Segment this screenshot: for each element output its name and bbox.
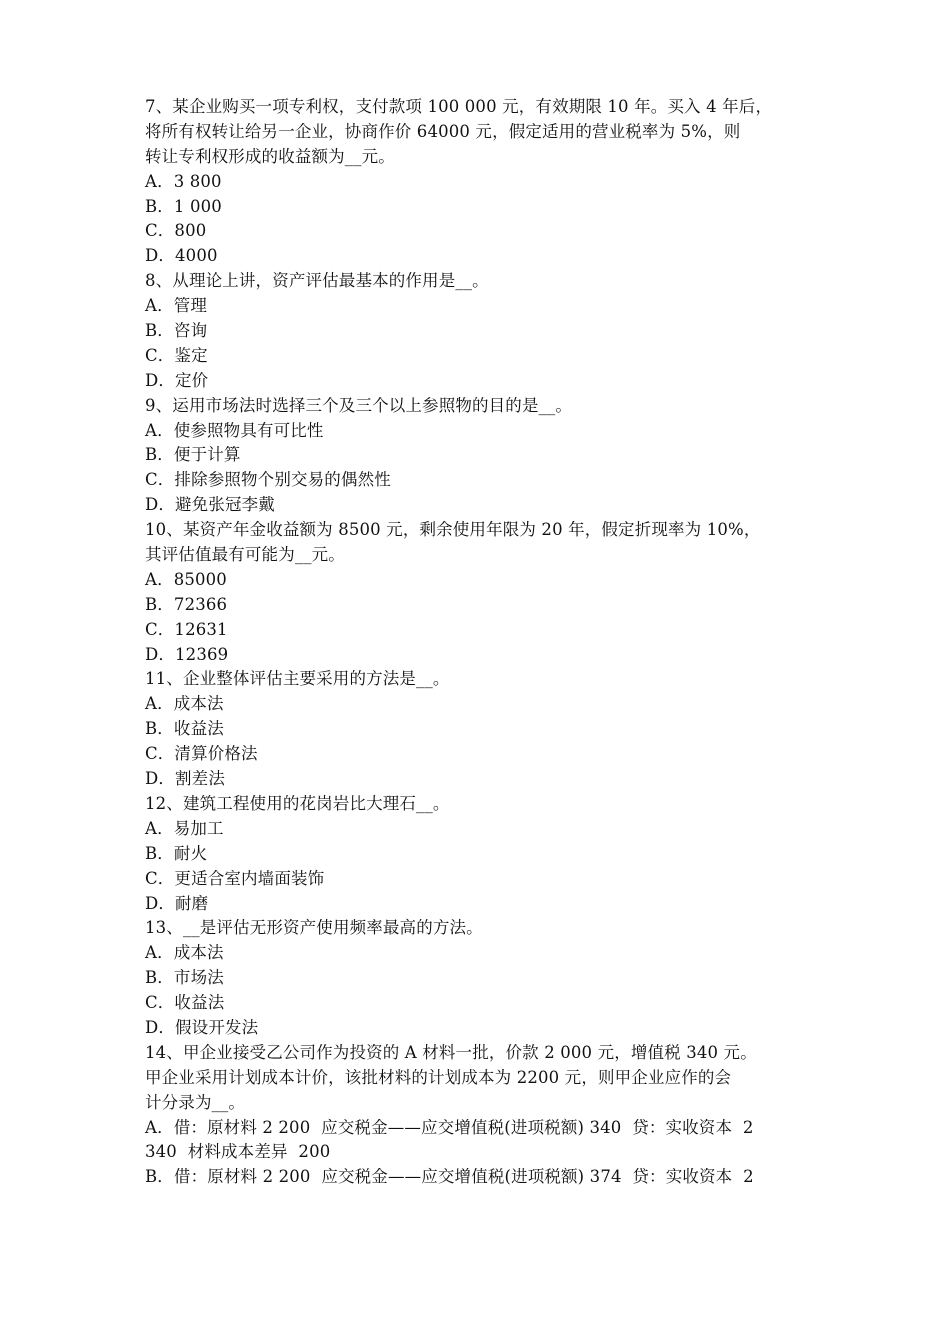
q14-option-b-line-1: B．借：原材料 2 200 应交税金——应交增值税(进项税额) 374 贷：实收资本 2 xyxy=(145,1167,754,1187)
q12-option-d: D．耐磨 xyxy=(145,893,209,913)
q11-option-b: B．收益法 xyxy=(145,719,224,739)
q7-option-b: B．1 000 xyxy=(145,196,222,216)
q7-option-c: C．800 xyxy=(145,221,207,241)
q14-stem-line-3: 计分录为__。 xyxy=(145,1092,246,1112)
q10-stem-line-2: 其评估值最有可能为__元。 xyxy=(145,545,345,565)
q13-option-c: C．收益法 xyxy=(145,993,225,1013)
q8-option-a: A．管理 xyxy=(145,296,208,316)
q11-option-a: A．成本法 xyxy=(145,694,224,714)
q12-option-c: C．更适合室内墙面装饰 xyxy=(145,868,325,888)
q13-option-d: D．假设开发法 xyxy=(145,1017,259,1037)
q9-option-d: D．避免张冠李戴 xyxy=(145,495,275,515)
q7-stem-line-2: 将所有权转让给另一企业，协商作价 64000 元，假定适用的营业税率为 5%，则 xyxy=(145,121,741,141)
q10-stem-line-1: 10、某资产年金收益额为 8500 元，剩余使用年限为 20 年，假定折现率为 10%， xyxy=(145,520,761,540)
q11-stem: 11、企业整体评估主要采用的方法是__。 xyxy=(145,669,450,689)
q14-stem-line-1: 14、甲企业接受乙公司作为投资的 A 材料一批，价款 2 000 元，增值税 340 元。 xyxy=(145,1042,757,1062)
q8-option-d: D．定价 xyxy=(145,370,209,390)
q12-option-b: B．耐火 xyxy=(145,843,208,863)
q7-option-d: D．4000 xyxy=(145,246,218,266)
q11-option-c: C．清算价格法 xyxy=(145,744,258,764)
q9-option-a: A．使参照物具有可比性 xyxy=(145,420,324,440)
q8-option-c: C．鉴定 xyxy=(145,345,208,365)
q13-option-b: B．市场法 xyxy=(145,968,224,988)
q14-stem-line-2: 甲企业采用计划成本计价，该批材料的计划成本为 2200 元，则甲企业应作的会 xyxy=(145,1067,732,1087)
q10-option-c: C．12631 xyxy=(145,619,228,639)
q7-stem-line-1: 7、某企业购买一项专利权，支付款项 100 000 元，有效期限 10 年。买入 4 年后， xyxy=(145,97,773,116)
q13-option-a: A．成本法 xyxy=(145,943,224,963)
q13-stem: 13、__是评估无形资产使用频率最高的方法。 xyxy=(145,918,483,938)
q10-option-d: D．12369 xyxy=(145,644,229,664)
q8-stem: 8、从理论上讲，资产评估最基本的作用是__。 xyxy=(145,271,489,291)
q9-stem: 9、运用市场法时选择三个及三个以上参照物的目的是__。 xyxy=(145,395,573,415)
q9-option-b: B．便于计算 xyxy=(145,445,241,465)
q7-stem-line-3: 转让专利权形成的收益额为__元。 xyxy=(145,146,395,166)
q10-option-a: A．85000 xyxy=(145,569,227,589)
q11-option-d: D．割差法 xyxy=(145,769,225,789)
q7-option-a: A．3 800 xyxy=(145,171,222,191)
q14-option-a-line-2: 340 材料成本差异 200 xyxy=(145,1142,331,1162)
q14-option-a-line-1: A．借：原材料 2 200 应交税金——应交增值税(进项税额) 340 贷：实收资本 2 xyxy=(145,1117,754,1137)
q12-option-a: A．易加工 xyxy=(145,818,224,838)
q12-stem: 12、建筑工程使用的花岗岩比大理石__。 xyxy=(145,793,450,813)
q9-option-c: C．排除参照物个别交易的偶然性 xyxy=(145,470,391,490)
q10-option-b: B．72366 xyxy=(145,594,228,614)
q8-option-b: B．咨询 xyxy=(145,321,208,341)
document-page xyxy=(145,95,810,1190)
